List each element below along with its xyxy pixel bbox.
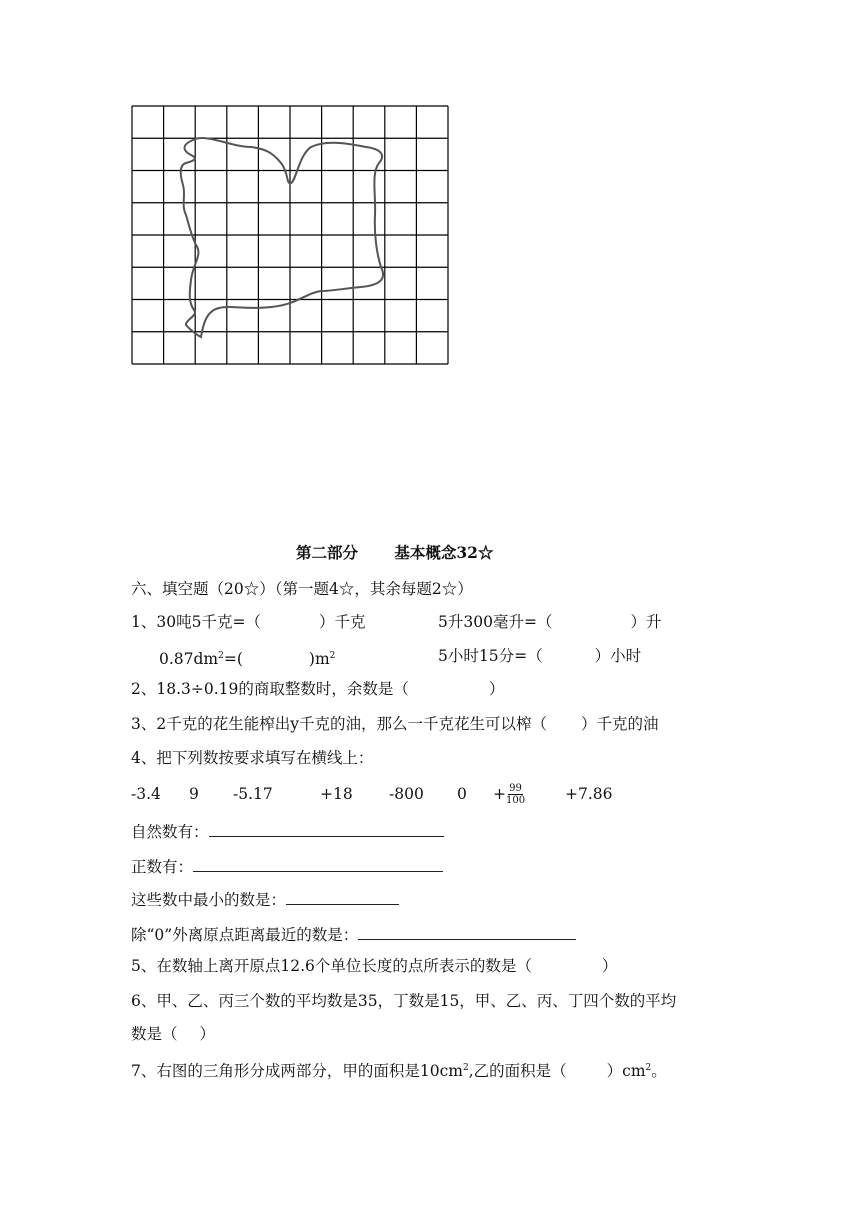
q7-mid: ,乙的面积是（ (468, 1062, 567, 1080)
q4-natural-label: 自然数有： (131, 823, 209, 841)
q2 (131, 678, 504, 700)
q4-number: 9 (189, 785, 199, 803)
q4-number: +18 (320, 785, 353, 803)
q1-d-prefix: 5小时15分=（ (438, 647, 543, 665)
grid-lines (132, 106, 448, 364)
q7-end: 。 (651, 1062, 667, 1080)
q7-sup2: 2 (645, 1063, 652, 1073)
q4-heading: 4、把下列数按要求填写在横线上： (131, 749, 374, 767)
q2-prefix: 2、18.3÷0.19的商取整数时，余数是（ (131, 680, 409, 698)
part-title: 第二部分 基本概念32☆ (296, 543, 494, 562)
q5-suffix: ） (601, 957, 618, 975)
q1-c-sup: 2 (218, 651, 224, 661)
q6-line2-prefix: 数是（ (131, 1025, 178, 1043)
q4-fraction-sign: + (493, 785, 506, 803)
q1-b (438, 611, 661, 633)
q4-closest-row (131, 923, 576, 946)
q4-closest-label: 除“0”外离原点距离最近的数是： (131, 926, 359, 944)
q1-a (131, 611, 365, 633)
q4-number: 0 (457, 785, 467, 803)
q4-smallest-label: 这些数中最小的数是： (131, 891, 287, 909)
q4-fraction (506, 783, 525, 806)
q4-positive-label: 正数有： (131, 858, 194, 876)
section-heading: 六、填空题（20☆）（第一题4☆，其余每题2☆） (131, 580, 473, 598)
q4-closest-blank[interactable] (358, 923, 576, 940)
q5 (131, 955, 617, 977)
q4-number: -5.17 (233, 785, 273, 803)
q4-number: -800 (389, 785, 424, 803)
q4-natural-row (131, 820, 444, 843)
q1-d (438, 645, 641, 667)
q7-post: ）cm (606, 1062, 646, 1080)
q4-smallest-row (131, 888, 399, 911)
q5-prefix: 5、在数轴上离开原点12.6个单位长度的点所表示的数是（ (131, 957, 532, 975)
grid-figure (131, 105, 449, 365)
q4-fraction-numerator: 99 (509, 782, 522, 794)
q3-prefix: 3、2千克的花生能榨出y千克的油，那么一千克花生可以榨（ (131, 715, 547, 733)
q1-c-suffix: )m (308, 650, 330, 668)
q6-line2 (131, 1023, 215, 1045)
q4-positive-row (131, 855, 443, 878)
q4-natural-blank[interactable] (209, 820, 444, 837)
q4-fraction-denominator: 100 (506, 794, 526, 806)
q4-positive-blank[interactable] (193, 855, 443, 872)
q7-prefix: 7、右图的三角形分成两部分，甲的面积是10cm (131, 1062, 463, 1080)
q2-suffix: ） (488, 680, 505, 698)
q3 (131, 713, 659, 735)
q1-c-mid: =( (223, 650, 243, 668)
q7-sup: 2 (462, 1063, 469, 1073)
q3-suffix: ）千克的油 (580, 715, 659, 733)
q1-a-prefix: 1、30吨5千克=（ (131, 613, 261, 631)
q1-c (159, 645, 335, 670)
q1-c-prefix: 0.87dm (159, 650, 219, 668)
q4-fraction-item (493, 783, 525, 806)
q7 (131, 1057, 667, 1082)
q4-number: -3.4 (131, 785, 161, 803)
q1-a-suffix: ）千克 (318, 613, 366, 631)
q4-number-list (131, 783, 651, 809)
q6-line2-suffix: ） (199, 1025, 216, 1043)
q1-c-sup2: 2 (329, 651, 336, 661)
q4-number: +7.86 (565, 785, 613, 803)
q1-b-prefix: 5升300毫升=（ (438, 613, 553, 631)
q1-b-suffix: ）升 (630, 613, 662, 631)
q1-d-suffix: ）小时 (594, 647, 642, 665)
q6-line1: 6、甲、乙、丙三个数的平均数是35，丁数是15，甲、乙、丙、丁四个数的平均 (131, 992, 677, 1010)
q4-smallest-blank[interactable] (286, 888, 399, 905)
